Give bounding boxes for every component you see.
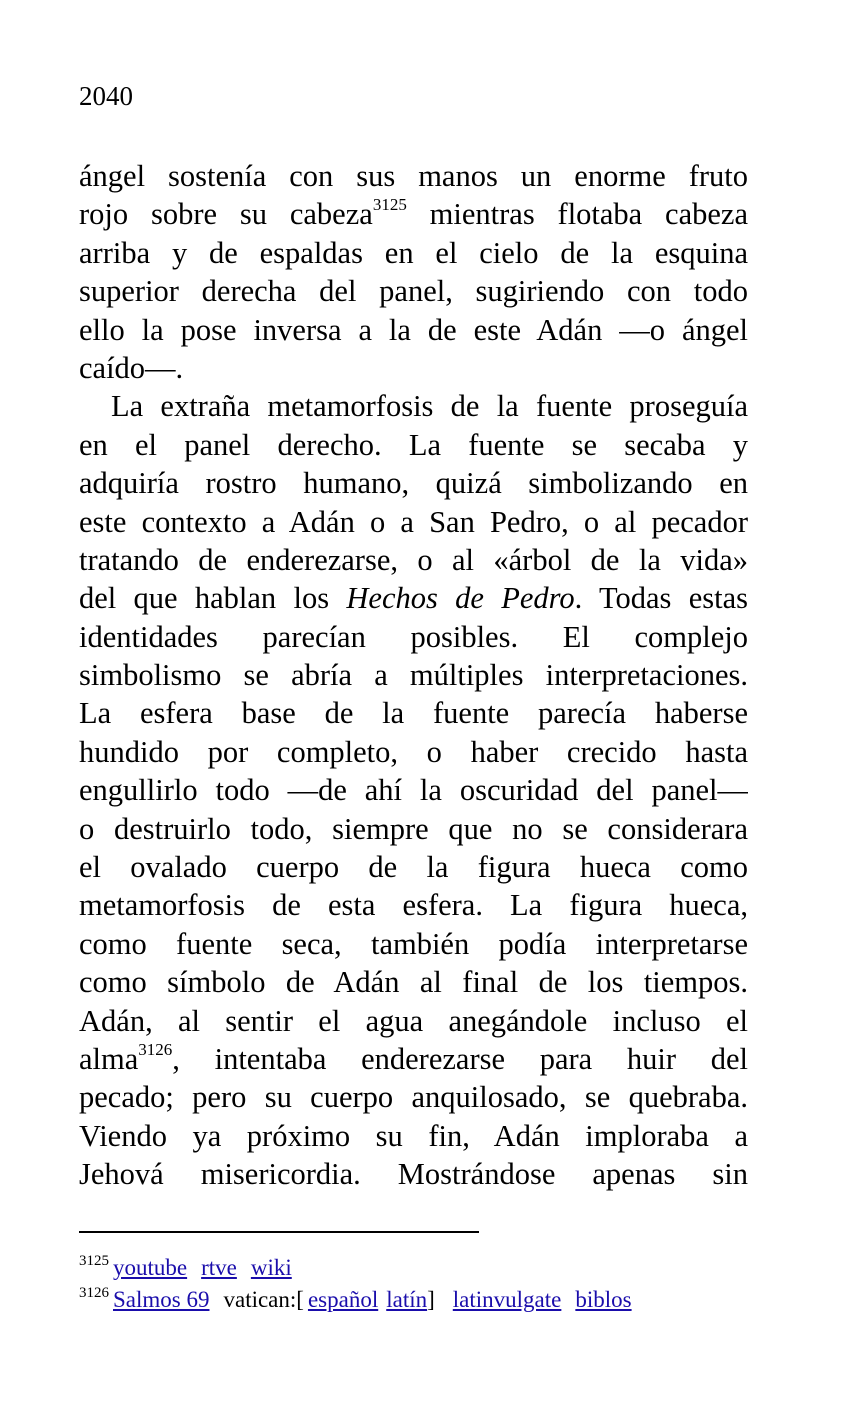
text-line: La esfera base de la fuente parecía haberse bbox=[79, 696, 748, 731]
text-line: Viendo ya próximo su fin, Adán imploraba a bbox=[79, 1118, 748, 1153]
text-line: identidades parecían posibles. El complejo bbox=[79, 619, 748, 654]
text-line: pecado; pero su cuerpo anquilosado, se quebraba. bbox=[79, 1080, 748, 1115]
footnote-number: 3125 bbox=[79, 1253, 109, 1269]
youtube-link[interactable]: youtube bbox=[113, 1255, 188, 1280]
latinvulgate-link[interactable]: latinvulgate bbox=[452, 1287, 562, 1312]
text-line: rojo sobre su cabeza$^{3125}$ mientras flotaba cabeza bbox=[79, 195, 748, 232]
text-line: metamorfosis de esta esfera. La figura hueca, bbox=[79, 888, 748, 923]
text-line: adquiría rostro humano, quizá simbolizando en bbox=[79, 466, 748, 501]
vatican-label: vatican:[ bbox=[223, 1287, 304, 1312]
rtve-link[interactable]: rtve bbox=[201, 1255, 237, 1280]
text-line: este contexto a Adán o a San Pedro, o al pecador bbox=[79, 504, 748, 539]
text-line: como símbolo de Adán al final de los tiempos. bbox=[79, 965, 748, 1000]
text-line: arriba y de espaldas en el cielo de la esquina bbox=[79, 235, 748, 270]
text-line: en el panel derecho. La fuente se secaba y bbox=[79, 427, 748, 462]
footnote-ref-3126[interactable]: 3126 bbox=[138, 1039, 173, 1059]
text-line: Jehová misericordia. Mostrándose apenas sin bbox=[79, 1157, 748, 1192]
latin-link[interactable]: latín bbox=[386, 1287, 428, 1312]
book-title-italic: Hechos de Pedro bbox=[346, 581, 575, 616]
footnotes bbox=[79, 1252, 646, 1316]
text-line: ángel sostenía con sus manos un enorme fruto bbox=[79, 159, 748, 193]
footnote-3125 bbox=[79, 1252, 646, 1284]
text-line: La extraña metamorfosis de la fuente proseguía bbox=[111, 389, 748, 424]
footnote-divider bbox=[79, 1231, 479, 1233]
text-line: tratando de enderezarse, o al «árbol de la vida» bbox=[79, 542, 748, 577]
biblos-link[interactable]: biblos bbox=[575, 1287, 632, 1312]
text-line: ello la pose inversa a la de este Adán —o ángel bbox=[79, 312, 748, 347]
text-line: caído—. bbox=[79, 350, 184, 385]
text-line: superior derecha del panel, sugiriendo con todo bbox=[79, 274, 748, 309]
body-text bbox=[79, 157, 748, 1194]
text-line: simbolismo se abría a múltiples interpretaciones. bbox=[79, 658, 748, 693]
text-line: del que hablan los Hechos de Pedro. Todas estas bbox=[79, 581, 748, 616]
espanol-link[interactable]: español bbox=[307, 1287, 379, 1312]
text-line: engullirlo todo —de ahí la oscuridad del panel— bbox=[79, 773, 748, 808]
text-line: o destruirlo todo, siempre que no se considerara bbox=[79, 811, 748, 846]
footnote-number: 3126 bbox=[79, 1285, 109, 1301]
footnote-3126 bbox=[79, 1284, 646, 1316]
footnote-ref-3125[interactable]: 3125 bbox=[372, 195, 407, 215]
text-line: el ovalado cuerpo de la figura hueca como bbox=[79, 850, 748, 885]
text-line: como fuente seca, también podía interpretarse bbox=[79, 926, 748, 961]
bracket-close: ] bbox=[427, 1287, 435, 1312]
page-number: 2040 bbox=[79, 81, 133, 111]
text-line: Adán, al sentir el agua anegándole incluso el bbox=[79, 1003, 748, 1038]
wiki-link[interactable]: wiki bbox=[250, 1255, 292, 1280]
text-line: alma$^{3126}$, intentaba enderezarse para huir del bbox=[79, 1039, 748, 1076]
salmos-69-link[interactable]: Salmos 69 bbox=[113, 1287, 210, 1312]
text-line: hundido por completo, o haber crecido hasta bbox=[79, 734, 748, 769]
